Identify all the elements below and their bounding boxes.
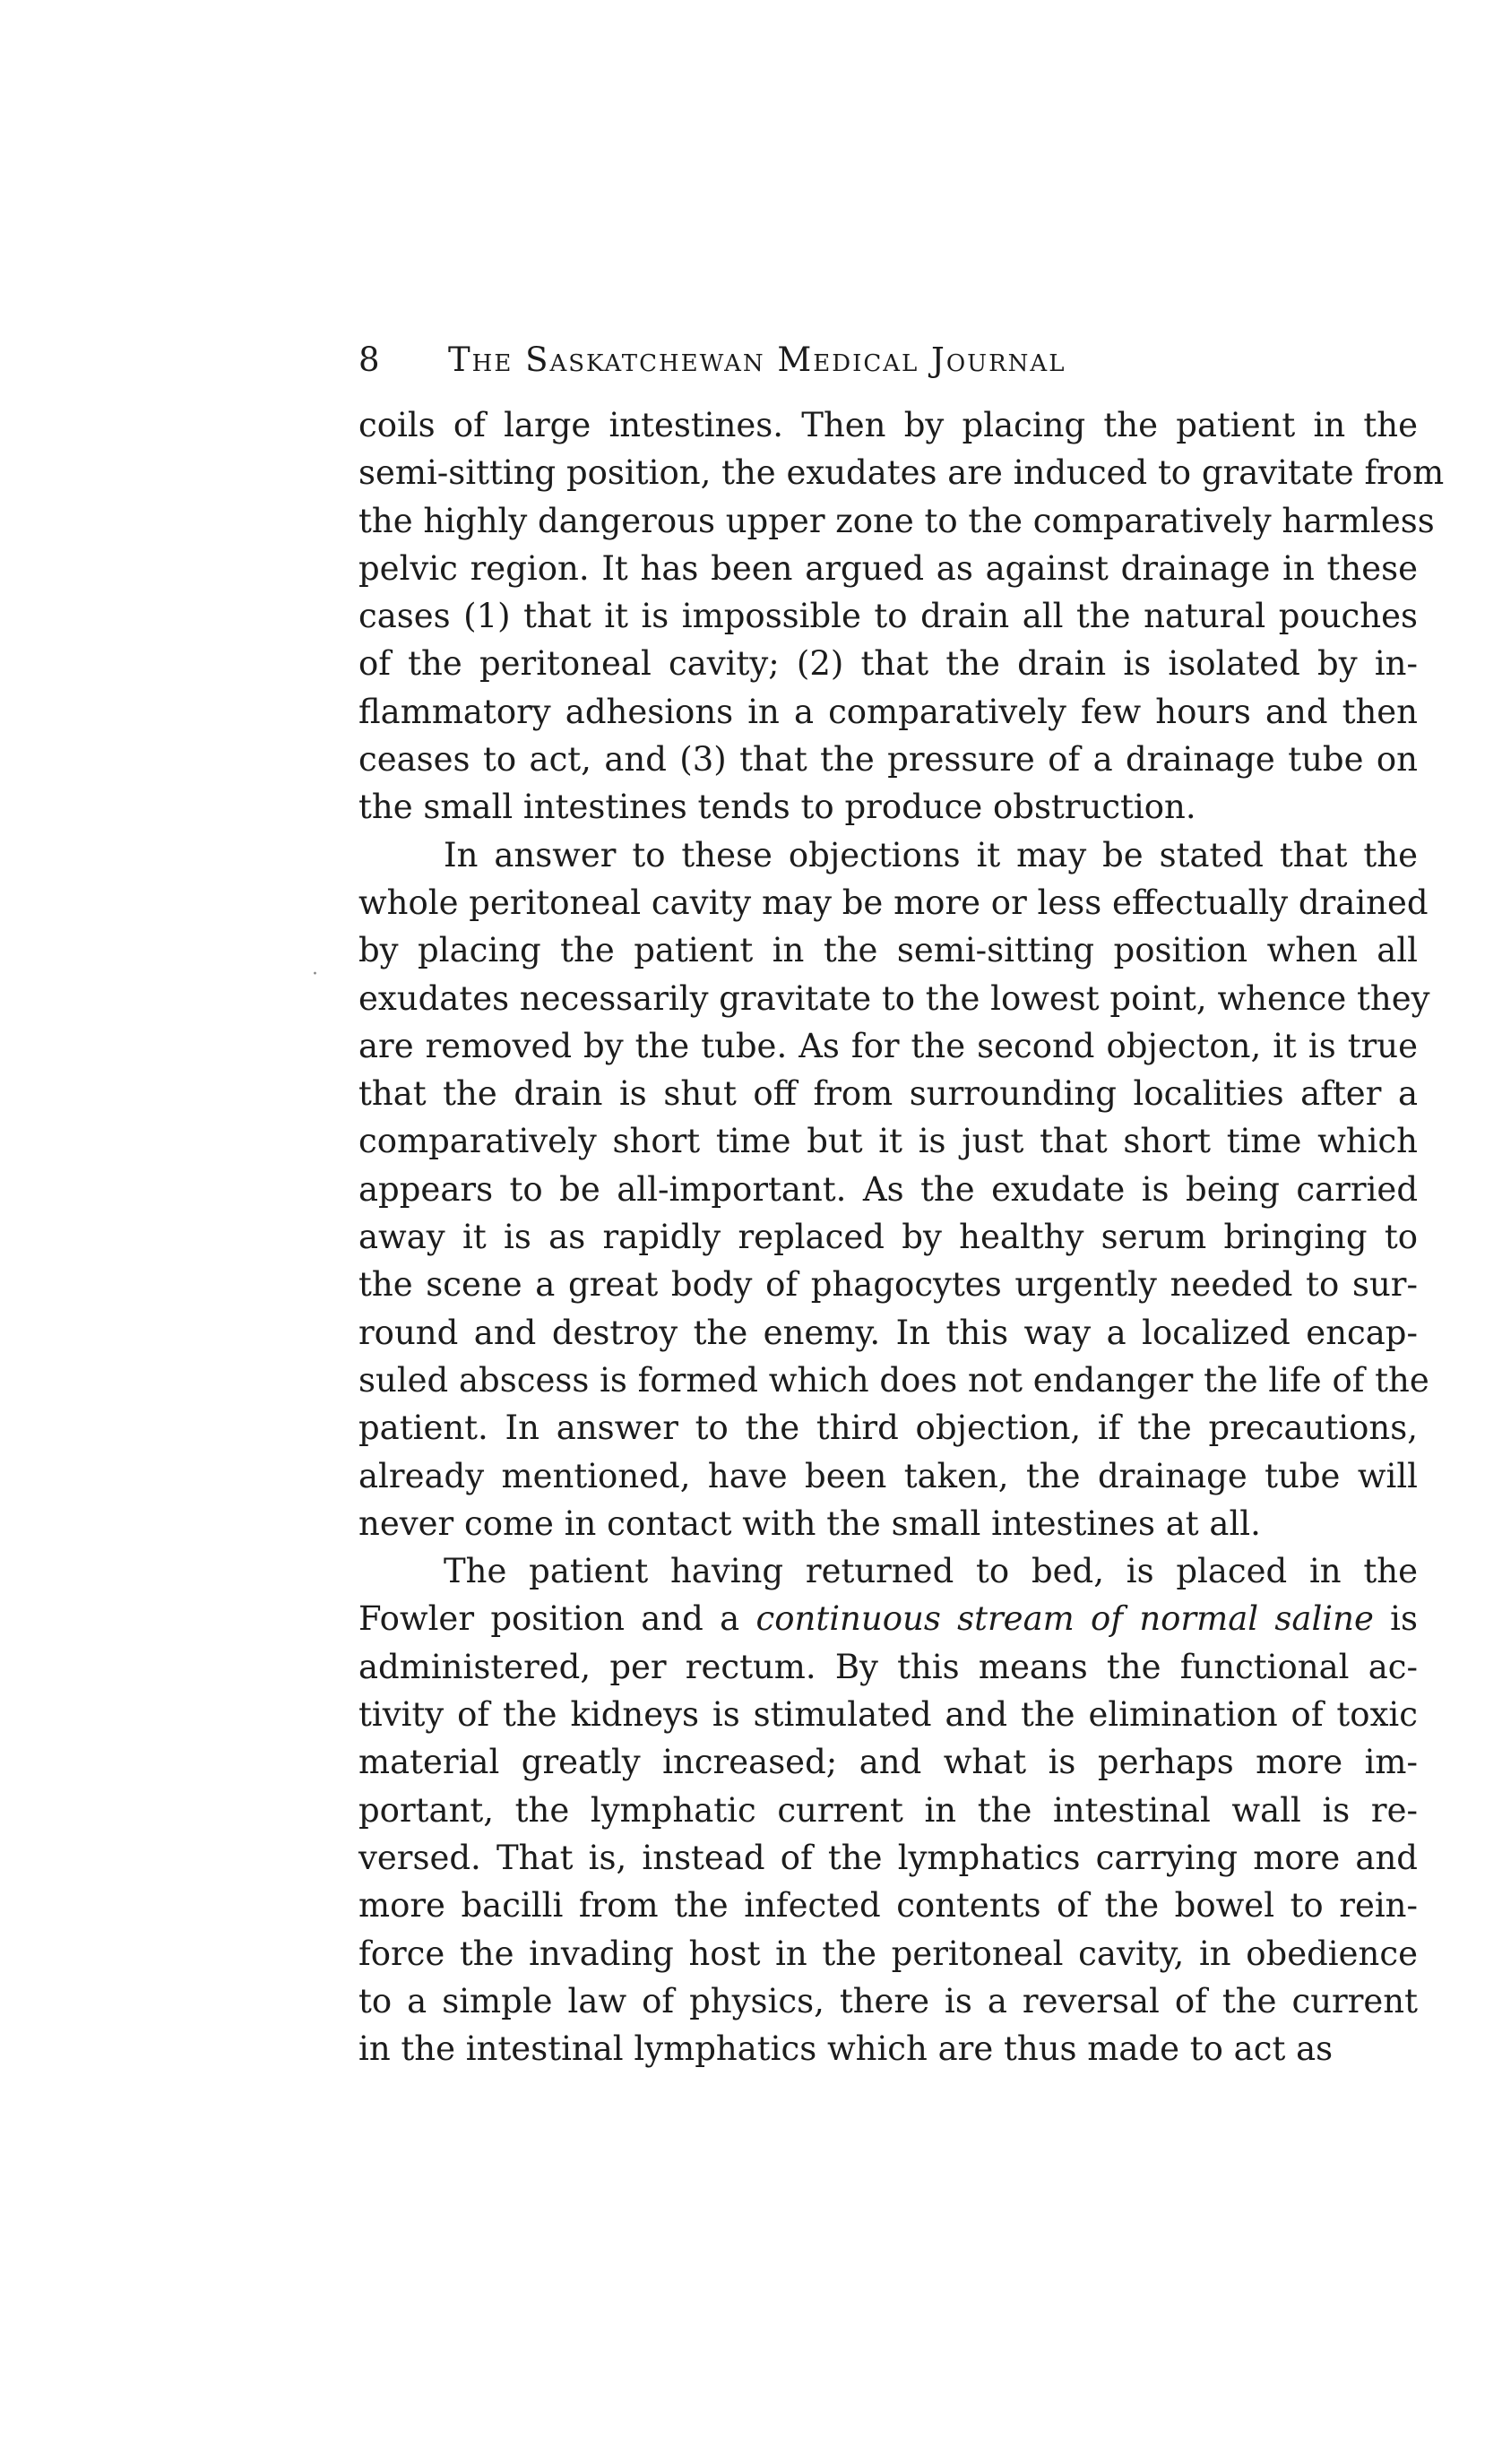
text-line: to a simple law of physics, there is a reversal of the current	[358, 1981, 1418, 2020]
text-line: patient. In answer to the third objection, if the precautions,	[358, 1409, 1418, 1448]
text-line: the small intestines tends to produce obstruction.	[358, 788, 1196, 827]
article-body	[358, 401, 1445, 2072]
text-line: administered, per rectum. By this means the functional ac-	[358, 1647, 1418, 1686]
text-line: in the intestinal lymphatics which are thus made to act as	[358, 2029, 1334, 2069]
text-line: whole peritoneal cavity may be more or less effectually drained	[358, 883, 1429, 922]
text-line: comparatively short time but it is just that short time which	[358, 1122, 1418, 1161]
text-line: are removed by the tube. As for the second objecton, it is true	[358, 1026, 1418, 1065]
margin-mark: ·	[312, 963, 318, 986]
text-line: already mentioned, have been taken, the drainage tube will	[358, 1456, 1418, 1495]
text-line: by placing the patient in the semi-sitting position when all	[358, 931, 1418, 970]
text-line: suled abscess is formed which does not endanger the life of the	[358, 1360, 1429, 1400]
text-line: of the peritoneal cavity; (2) that the drain is isolated by in-	[358, 644, 1418, 684]
text-line: coils of large intestines. Then by placing the patient in the	[358, 406, 1418, 444]
text-line: ceases to act, and (3) that the pressure of a drainage tube on	[358, 740, 1418, 780]
text-line: versed. That is, instead of the lymphatics carrying more and	[358, 1838, 1418, 1877]
text-line: flammatory adhesions in a comparatively few hours and then	[358, 692, 1418, 731]
text-line: more bacilli from the infected contents of the bowel to rein-	[358, 1886, 1418, 1926]
text-line: cases (1) that it is impossible to drain all the natural pouches	[358, 597, 1418, 636]
text-line: appears to be all-important. As the exudate is being carried	[358, 1169, 1418, 1209]
text-line: In answer to these objections it may be stated that the	[444, 835, 1418, 874]
text-line: the scene a great body of phagocytes urgently needed to sur-	[358, 1265, 1418, 1305]
text-line: Fowler position and a continuous stream of normal saline is	[358, 1599, 1419, 1639]
text-line: never come in contact with the small intestines at all.	[358, 1503, 1261, 1543]
text-line: The patient having returned to bed, is placed in the	[444, 1552, 1418, 1591]
text-line: portant, the lymphatic current in the intestinal wall is re-	[358, 1790, 1418, 1830]
page-number: 8	[358, 340, 380, 379]
paragraph	[358, 831, 1430, 1547]
paragraph	[358, 1547, 1418, 2072]
text-line: material greatly increased; and what is perhaps more im-	[358, 1743, 1418, 1782]
text-line: that the drain is shut off from surrounding localities after a	[358, 1074, 1418, 1114]
text-line: pelvic region. It has been argued as against drainage in these	[358, 548, 1418, 588]
text-line: force the invading host in the peritoneal cavity, in obedience	[358, 1934, 1418, 1973]
text-line: tivity of the kidneys is stimulated and the elimination of toxic	[358, 1695, 1418, 1735]
text-line: the highly dangerous upper zone to the comparatively harmless	[358, 501, 1435, 540]
paragraph	[358, 401, 1445, 831]
text-line: away it is as rapidly replaced by healthy serum bringing to	[358, 1218, 1418, 1257]
running-title: The Saskatchewan Medical Journal	[448, 340, 1066, 379]
text-line: exudates necessarily gravitate to the lowest point, whence they	[358, 978, 1430, 1018]
text-line: semi-sitting position, the exudates are induced to gravitate from	[358, 453, 1445, 493]
text-line: round and destroy the enemy. In this way a localized encap-	[358, 1313, 1418, 1352]
page-header	[358, 333, 1416, 387]
